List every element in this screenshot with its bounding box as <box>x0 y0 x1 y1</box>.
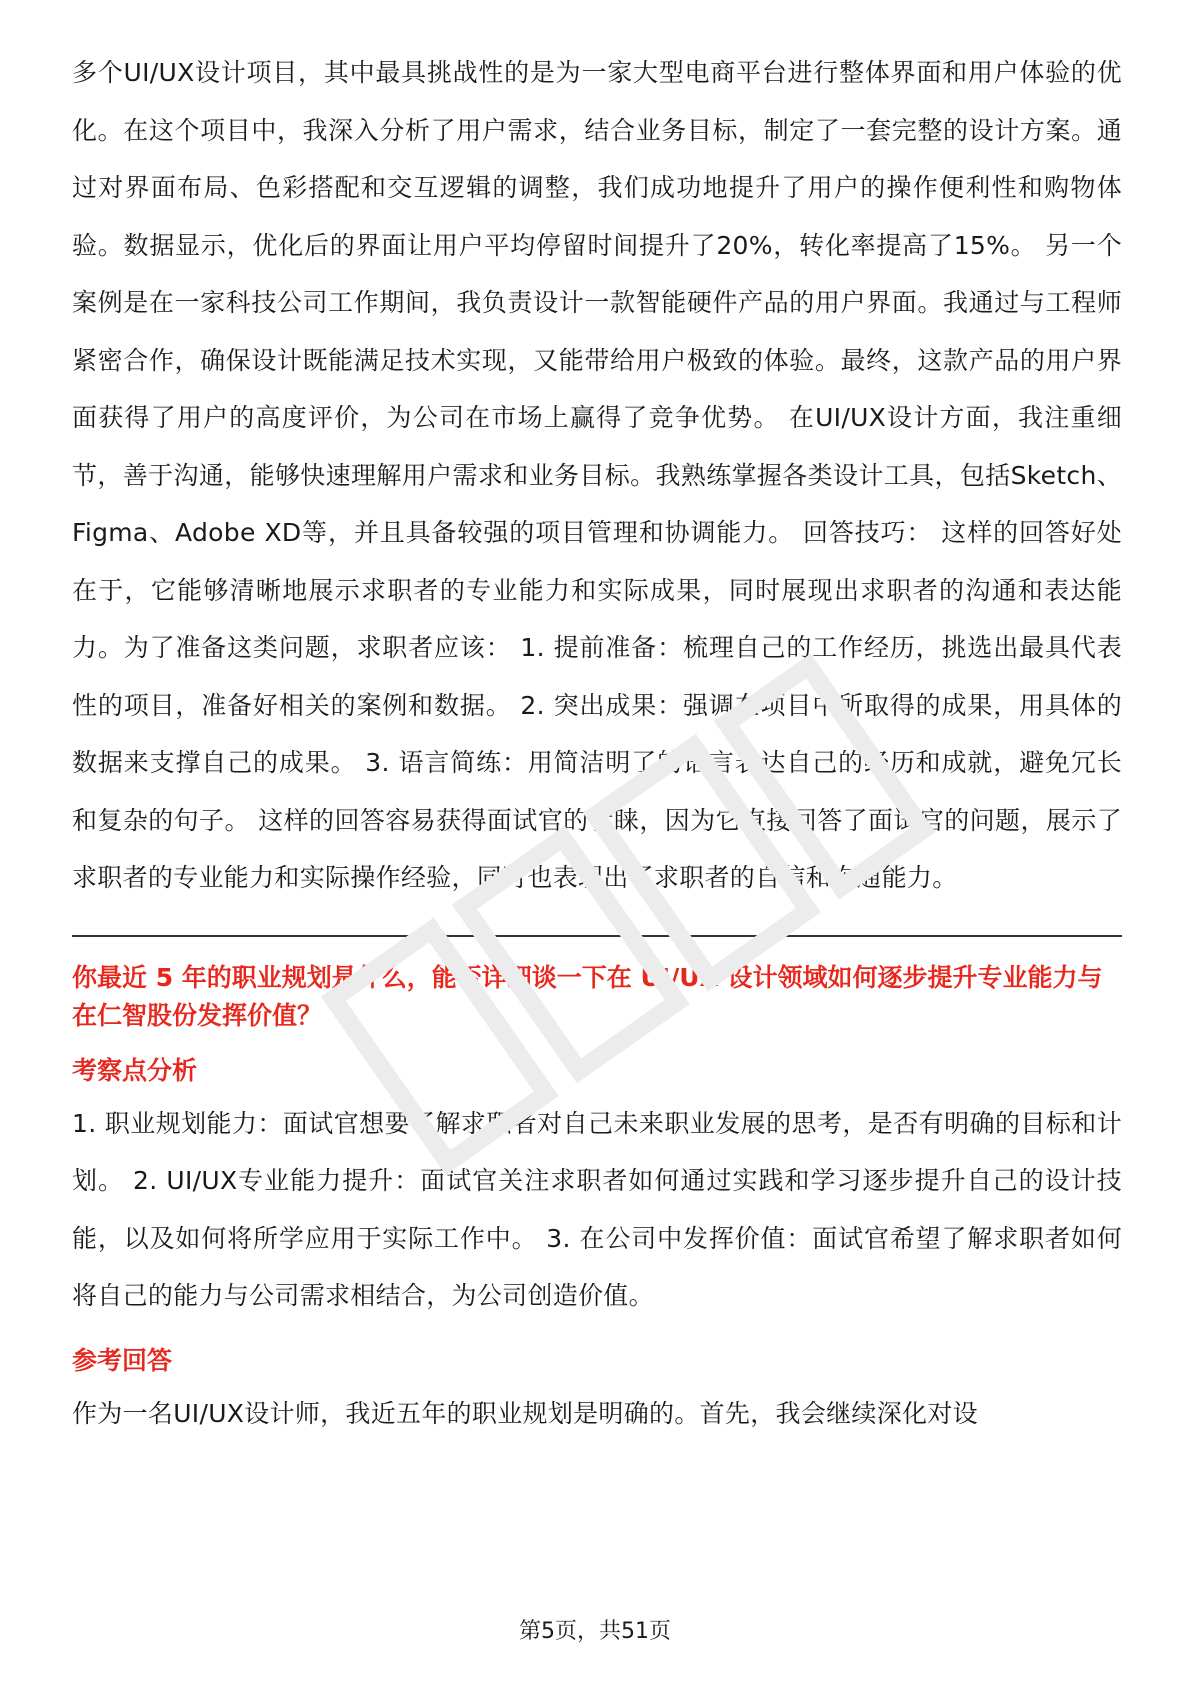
document-page <box>72 44 1122 1442</box>
analysis-paragraph: 1. 职业规划能力：面试官想要了解求职者对自己未来职业发展的思考，是否有明确的目标和计划。 2. UI/UX专业能力提升：面试官关注求职者如何通过实践和学习逐步提升自己的设计技能，以及如何将所学应用于实际工作中。 3. 在公司中发挥价值：面试官希望了解求职者如何将自己的能力与公司需求相结合，为公司创造价值。 <box>72 1108 1122 1310</box>
reference-answer-heading: 参考回答 <box>72 1345 173 1375</box>
section-divider <box>72 935 1122 937</box>
answer-continuation-paragraph: 多个UI/UX设计项目，其中最具挑战性的是为一家大型电商平台进行整体界面和用户体验的优化。在这个项目中，我深入分析了用户需求，结合业务目标，制定了一套完整的设计方案。通过对界面布局、色彩搭配和交互逻辑的调整，我们成功地提升了用户的操作便利性和购物体验。数据显示，优化后的界面让用户平均停留时间提升了20%，转化率提高了15%。 另一个案例是在一家科技公司工作期间，我负责设计一款智能硬件产品的用户界面。我通过与工程师紧密合作，确保设计既能满足技术实现，又能带给用户极致的体验。最终，这款产品的用户界面获得了用户的高度评价，为公司在市场上赢得了竞争优势。 在UI/UX设计方面，我注重细节，善于沟通，能够快速理解用户需求和业务目标。我熟练掌握各类设计工具，包括Sketch、Figma、Adobe XD等，并且具备较强的项目管理和协调能力。 回答技巧： 这样的回答好处在于，它能够清晰地展示求职者的专业能力和实际成果，同时展现出求职者的沟通和表达能力。为了准备这类问题，求职者应该： 1. 提前准备：梳理自己的工作经历，挑选出最具代表性的项目，准备好相关的案例和数据。 2. 突出成果：强调在项目中所取得的成果，用具体的数据来支撑自己的成果。 3. 语言简练：用简洁明了的语言表达自己的经历和成就，避免冗长和复杂的句子。 这样的回答容易获得面试官的青睐，因为它直接回答了面试官的问题，展示了求职者的专业能力和实际操作经验，同时也表现出了求职者的自信和沟通能力。 <box>72 58 1122 892</box>
page-number-footer: 第5页，共51页 <box>519 1619 671 1644</box>
analysis-heading: 考察点分析 <box>72 1055 198 1085</box>
interview-question: 你最近 5 年的职业规划是什么，能否详细谈一下在 UI/UX 设计领域如何逐步提升专业能力与在仁智股份发挥价值？ <box>72 962 1103 1030</box>
reference-answer-paragraph: 作为一名UI/UX设计师，我近五年的职业规划是明确的。首先，我会继续深化对设 <box>72 1398 978 1428</box>
